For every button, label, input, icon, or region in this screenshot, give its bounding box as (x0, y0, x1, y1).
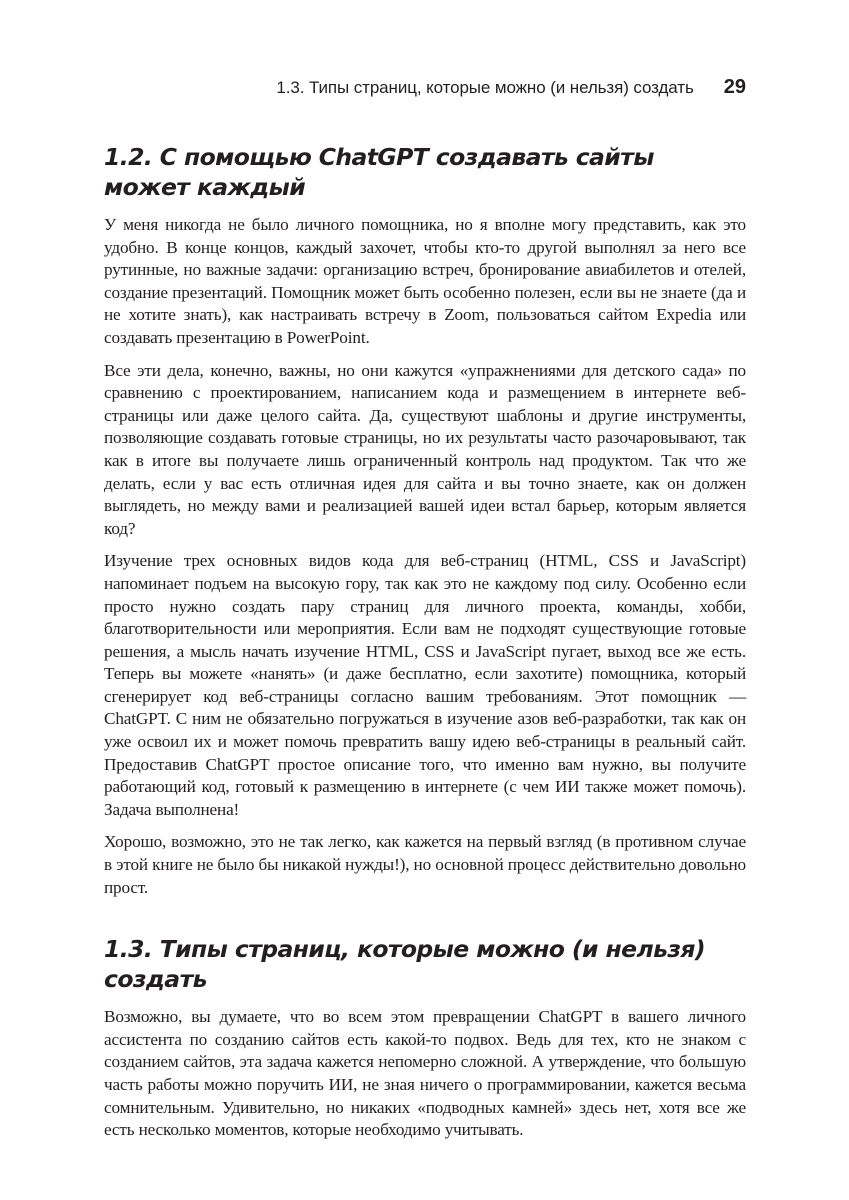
section-heading: 1.3. Типы страниц, которые можно (и нельзя) создать (104, 935, 706, 994)
section-heading-line-2: может каждый (104, 173, 306, 201)
paragraph: Возможно, вы думаете, что во всем этом превращении ChatGPT в вашего личного ассистента по созданию сайтов есть какой-то подвох. Ведь для тех, кто не знаком с созданием сайтов, эта задача кажется непомерно сложной. А утверждение, что большую часть работы можно поручить ИИ, не зная ничего о программировании, кажется весьма сомнительным. Удивительно, но никаких «подводных камней» здесь нет, хотя все же есть несколько моментов, которые необходимо учитывать. (104, 1007, 746, 1140)
section-1-2 (104, 142, 746, 899)
page-content (104, 142, 746, 1152)
section-heading-line-1: 1.2. С помощью ChatGPT создавать сайты (104, 143, 654, 171)
section-1-3 (104, 934, 746, 1142)
running-title: 1.3. Типы страниц, которые можно (и нельзя) создать (276, 78, 694, 97)
paragraph: Хорошо, возможно, это не так легко, как кажется на первый взгляд (в противном случае в этой книге не было бы никакой нужды!), но основной процесс действительно довольно прост. (104, 832, 746, 897)
paragraph: Изучение трех основных видов кода для веб-страниц (HTML, CSS и JavaScript) напоминает подъем на высокую гору, так как это не каждому под силу. Особенно если просто нужно создать пару страниц для личного проекта, команды, хобби, благотворительности или мероприятия. Если вам не подходят существующие готовые решения, а мысль начать изучение HTML, CSS и JavaScript пугает, выход все же есть. Теперь вы можете «нанять» (и даже бесплатно, если захотите) помощника, который сгенерирует код веб-страницы согласно вашим требованиям. Этот помощник — ChatGPT. С ним не обязательно погружаться в изучение азов веб-разработки, так как он уже освоил их и может помочь превратить вашу идею веб-страницы в реальный сайт. Предоставив ChatGPT простое описание того, что именно вам нужно, вы получите работающий код, готовый к размещению в интернете (с чем ИИ также может помочь). Задача выполнена! (104, 551, 746, 819)
running-header (104, 76, 746, 99)
paragraph: Все эти дела, конечно, важны, но они кажутся «упражнениями для детского сада» по сравнению с проектированием, написанием кода и размещением в интернете веб-страницы или даже целого сайта. Да, существуют шаблоны и другие инструменты, позволяющие создавать готовые страницы, но их результаты часто разочаровывают, так как в итоге вы получаете лишь ограниченный контроль над продуктом. Так что же делать, если у вас есть отличная идея для сайта и вы точно знаете, как он должен выглядеть, но между вами и реализацией вашей идеи встал барьер, которым является код? (104, 360, 746, 538)
paragraph: У меня никогда не было личного помощника, но я вполне могу представить, как это удобно. В конце концов, каждый захочет, чтобы кто-то другой выполнял за него все рутинные, но важные задачи: организацию встреч, бронирование авиабилетов и отелей, создание презентаций. Помощник может быть особенно полезен, если вы не знаете (да и не хотите знать), как настраивать встречу в Zoom, пользоваться сайтом Expedia или создавать презентацию в PowerPoint. (104, 215, 746, 347)
section-heading (104, 142, 746, 202)
page-number: 29 (723, 76, 746, 98)
